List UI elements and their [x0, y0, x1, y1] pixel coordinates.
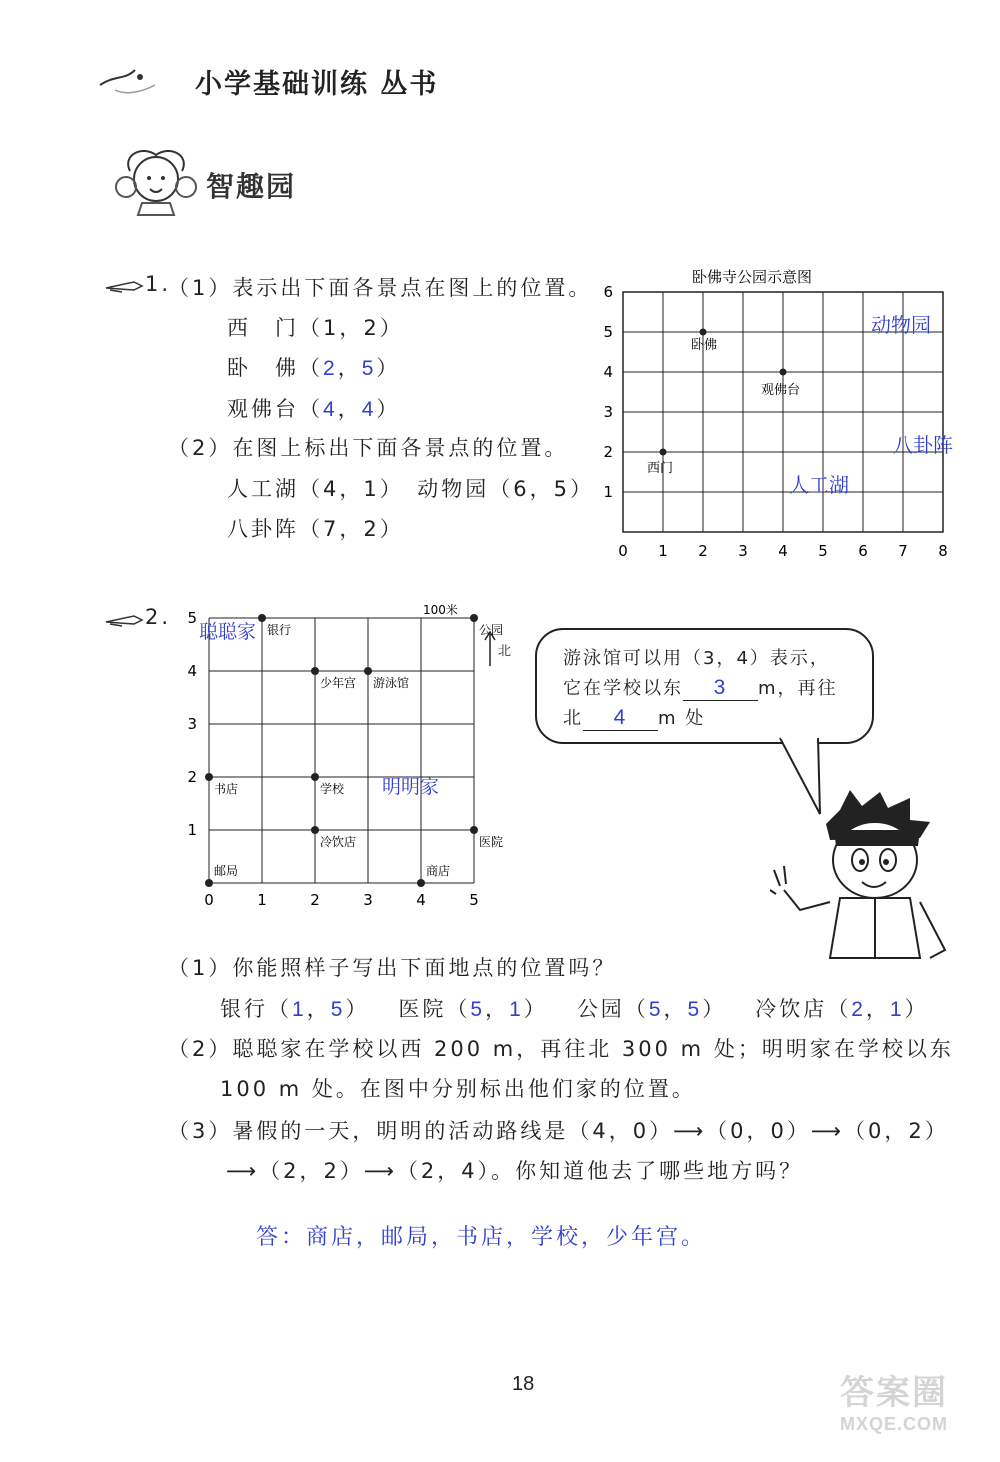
park-map-handwritten-label: 动物园 [871, 313, 931, 337]
close-paren: ） [904, 997, 929, 1021]
watermark-top: 答案圈 [840, 1374, 948, 1412]
bubble-line2-prefix: 它在学校以东 [563, 678, 683, 699]
q1-guanfo [227, 393, 400, 423]
comma: ， [306, 997, 331, 1021]
hospital-x-answer: 5 [470, 998, 486, 1021]
town-map-place-label: 医院 [479, 835, 504, 849]
town-map-y-tick: 1 [187, 821, 197, 839]
town-map-place-point [311, 667, 319, 675]
q1-part1-intro: （1）表示出下面各景点在图上的位置。 [168, 276, 593, 300]
park-map-point [700, 329, 707, 336]
park-map-x-tick: 1 [658, 542, 668, 560]
park-map-y-tick: 4 [603, 363, 613, 381]
town-map-place-point [311, 773, 319, 781]
park-map-x-tick: 8 [938, 542, 948, 560]
speech-bubble [535, 628, 874, 744]
close-paren: ） [702, 997, 727, 1021]
town-map [180, 590, 520, 920]
park-map-x-tick: 3 [738, 542, 748, 560]
town-map-place-point [470, 826, 478, 834]
park-map-y-tick: 5 [603, 323, 613, 341]
q1-part2-line1: 人工湖（4，1） 动物园（6，5） [227, 477, 594, 501]
park-map-x-tick: 5 [818, 542, 828, 560]
cold-drink-prefix: 冷饮店（ [755, 997, 852, 1021]
park-map-y-tick: 1 [603, 483, 613, 501]
town-map-x-tick: 2 [310, 891, 320, 909]
town-map-place-label: 冷饮店 [320, 835, 357, 849]
park-map-handwritten-label: 八卦阵 [893, 433, 953, 457]
town-map-place-point [205, 773, 213, 781]
q1-guanfo-suffix: ） [376, 397, 401, 421]
q1-ximen: 西 门（1，2） [227, 316, 404, 340]
cold-drink-y-answer: 1 [889, 998, 905, 1021]
north-arrow-icon [483, 630, 497, 670]
bubble-line3-suffix: m 处 [658, 708, 706, 729]
park-map-point [660, 449, 667, 456]
town-map-y-tick: 3 [187, 715, 197, 733]
watermark-bottom: MXQE.COM [840, 1414, 949, 1434]
q1-wofo-sep: ， [337, 356, 362, 380]
town-map-handwritten-label: 聪聪家 [199, 621, 257, 643]
town-map-place-label: 游泳馆 [373, 676, 410, 690]
park-map-x-tick: 6 [858, 542, 868, 560]
comma: ， [865, 997, 890, 1021]
section-title: 智趣园 [206, 170, 297, 203]
park-map-point-label: 西门 [647, 461, 674, 476]
close-paren: ） [345, 997, 370, 1021]
bank-x-answer: 1 [292, 998, 307, 1021]
header-flourish [95, 55, 165, 119]
q2-part2-line2: 100 m 处。在图中分别标出他们家的位置。 [220, 1077, 696, 1101]
pencil-icon [104, 278, 144, 298]
q1-wofo-x-answer: 2 [323, 357, 338, 380]
bank-y-answer: 5 [330, 998, 346, 1021]
pencil-icon [104, 612, 144, 632]
girl-mascot-icon [112, 145, 200, 221]
town-map-place-label: 书店 [214, 782, 239, 796]
q1-guanfo-x-answer: 4 [323, 398, 338, 421]
town-map-place-point [417, 879, 425, 887]
q1-wofo-suffix: ） [376, 356, 401, 380]
town-map-x-tick: 3 [363, 891, 373, 909]
park-map [590, 262, 1000, 562]
park-y-answer: 5 [687, 998, 703, 1021]
q2-part1: （1）你能照样子写出下面地点的位置吗？ [168, 956, 617, 980]
town-map-place-label: 银行 [267, 623, 292, 637]
bank-prefix: 银行（ [220, 997, 292, 1021]
q1-guanfo-sep: ， [337, 397, 362, 421]
bubble-answer-north: 4 [583, 706, 658, 731]
town-map-place-label: 商店 [426, 864, 451, 878]
park-map-point-label: 观佛台 [761, 383, 801, 398]
comma: ， [663, 997, 688, 1021]
comma: ， [485, 997, 510, 1021]
bubble-line3-prefix: 北 [563, 708, 583, 729]
close-paren: ） [523, 997, 548, 1021]
park-map-point [780, 369, 787, 376]
bubble-answer-east: 3 [683, 676, 758, 701]
park-map-title: 卧佛寺公园示意图 [691, 268, 813, 286]
park-map-x-tick: 7 [898, 542, 908, 560]
town-map-x-tick: 4 [416, 891, 426, 909]
town-map-place-label: 邮局 [214, 864, 239, 878]
q1-part2-line2: 八卦阵（7，2） [227, 517, 404, 541]
town-map-x-tick: 0 [204, 891, 214, 909]
north-label: 北 [498, 644, 512, 659]
park-map-x-tick: 0 [618, 542, 628, 560]
park-prefix: 公园（ [576, 997, 649, 1021]
bubble-line3 [563, 704, 705, 731]
town-map-place-label: 学校 [320, 782, 345, 796]
q2-number: 2. [145, 605, 172, 629]
q2-part3-line2: ⟶（2，2）⟶（2，4）。你知道他去了哪些地方吗？ [226, 1159, 804, 1183]
town-map-x-tick: 1 [257, 891, 267, 909]
boy-mascot-icon [770, 790, 970, 964]
q1-wofo [227, 352, 400, 382]
town-map-place-point [311, 826, 319, 834]
town-map-scale: 100米 [423, 603, 458, 617]
hospital-y-answer: 1 [509, 998, 524, 1021]
q1-wofo-prefix: 卧 佛（ [227, 356, 323, 380]
town-map-place-label: 公园 [479, 623, 504, 637]
q2-part3-line1: （3）暑假的一天，明明的活动路线是（4，0）⟶（0，0）⟶（0，2） [168, 1119, 949, 1143]
town-map-place-point [258, 614, 266, 622]
town-map-x-tick: 5 [469, 891, 479, 909]
town-map-y-tick: 4 [187, 662, 197, 680]
town-map-place-point [470, 614, 478, 622]
park-map-y-tick: 6 [603, 283, 613, 301]
park-map-x-tick: 2 [698, 542, 708, 560]
q1-number: 1. [145, 272, 172, 296]
q1-wofo-y-answer: 5 [361, 357, 377, 380]
town-map-y-tick: 5 [187, 609, 197, 627]
park-map-point-label: 卧佛 [691, 338, 718, 353]
q2-part1-answers [220, 993, 929, 1023]
series-title: 小学基础训练 丛书 [195, 69, 439, 100]
bubble-line1: 游泳馆可以用（3，4）表示， [563, 648, 830, 669]
q1-part2-intro: （2）在图上标出下面各景点的位置。 [168, 436, 569, 460]
bubble-line2 [563, 674, 838, 701]
q1-guanfo-y-answer: 4 [361, 398, 377, 421]
town-map-place-point [364, 667, 372, 675]
park-map-handwritten-label: 人工湖 [789, 473, 849, 497]
page-number: 18 [512, 1373, 535, 1395]
bubble-line2-suffix: m，再往 [758, 678, 838, 699]
park-map-y-tick: 2 [603, 443, 613, 461]
park-x-answer: 5 [648, 998, 664, 1021]
cold-drink-x-answer: 2 [851, 998, 866, 1021]
watermark [840, 1365, 948, 1435]
park-map-y-tick: 3 [603, 403, 613, 421]
town-map-y-tick: 2 [187, 768, 197, 786]
q2-part2-line1: （2）聪聪家在学校以西 200 m，再往北 300 m 处；明明家在学校以东 [168, 1037, 954, 1061]
town-map-handwritten-label: 明明家 [382, 776, 440, 798]
park-map-x-tick: 4 [778, 542, 788, 560]
town-map-place-label: 少年宫 [320, 676, 357, 690]
town-map-place-point [205, 879, 213, 887]
hospital-prefix: 医院（ [398, 997, 471, 1021]
q2-answer: 答：商店，邮局，书店，学校，少年宫。 [256, 1225, 707, 1250]
q1-guanfo-prefix: 观佛台（ [227, 397, 323, 421]
